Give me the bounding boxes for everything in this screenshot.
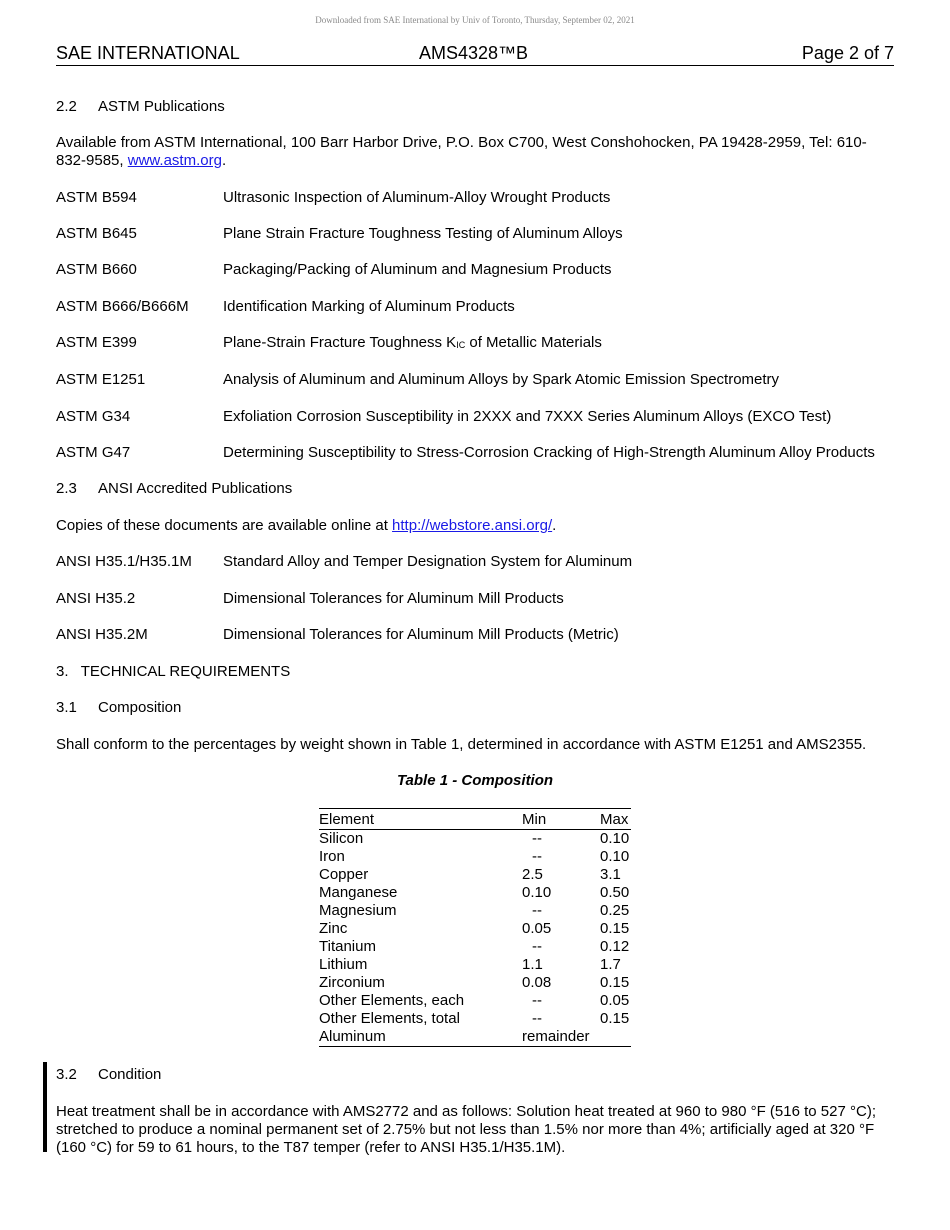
cell-element: Silicon xyxy=(319,830,364,847)
cell-element: Manganese xyxy=(319,884,398,901)
reference-code: ANSI H35.2 xyxy=(56,590,136,607)
reference-title xyxy=(223,334,602,351)
astm-availability-paragraph xyxy=(56,134,896,170)
reference-title: Standard Alloy and Temper Designation System for Aluminum xyxy=(223,553,633,570)
section-3-1-heading xyxy=(56,699,181,716)
section-number: 3.2 xyxy=(56,1066,77,1083)
reference-code: ASTM B666/B666M xyxy=(56,298,189,315)
table-row xyxy=(319,1028,631,1047)
cell-element: Copper xyxy=(319,866,369,883)
cell-min: -- xyxy=(532,902,542,919)
table-row xyxy=(319,848,631,866)
table-row xyxy=(319,866,631,884)
cell-min: 1.1 xyxy=(522,956,543,973)
cell-element: Titanium xyxy=(319,938,376,955)
table-1-title: Table 1 - Composition xyxy=(396,772,554,789)
cell-max: 0.10 xyxy=(600,848,630,865)
composition-paragraph: Shall conform to the percentages by weight shown in Table 1, determined in accordance with ASTM E1251 and AMS2355. xyxy=(56,736,867,753)
composition-table xyxy=(319,808,631,1047)
header-page-number: Page 2 of 7 xyxy=(801,43,894,63)
section-2-3-heading xyxy=(56,480,292,497)
reference-code: ASTM E399 xyxy=(56,334,137,351)
reference-code: ASTM G47 xyxy=(56,444,131,461)
section-2-2-heading xyxy=(56,98,225,115)
reference-title: Packaging/Packing of Aluminum and Magnesium Products xyxy=(223,261,612,278)
ansi-intro-text: Copies of these documents are available online at xyxy=(56,517,393,534)
reference-title: Determining Susceptibility to Stress-Corrosion Cracking of High-Strength Aluminum Alloy Products xyxy=(223,444,875,461)
cell-max: 0.15 xyxy=(600,1010,630,1027)
cell-max: 0.10 xyxy=(600,830,630,847)
cell-max: 0.05 xyxy=(600,992,630,1009)
cell-element: Iron xyxy=(319,848,345,865)
astm-website-link[interactable]: www.astm.org xyxy=(127,152,222,169)
table-row xyxy=(319,884,631,902)
reference-title: Exfoliation Corrosion Susceptibility in 2XXX and 7XXX Series Aluminum Alloys (EXCO Test) xyxy=(223,408,832,425)
cell-max: 0.15 xyxy=(600,974,630,991)
section-number: 3.1 xyxy=(56,699,77,716)
table-row xyxy=(319,992,631,1010)
reference-code: ANSI H35.1/H35.1M xyxy=(56,553,192,570)
table-row xyxy=(319,974,631,992)
reference-title: Analysis of Aluminum and Aluminum Alloys by Spark Atomic Emission Spectrometry xyxy=(223,371,780,388)
header-doc-number: AMS4328™B xyxy=(419,43,529,63)
ansi-webstore-link[interactable]: http://webstore.ansi.org/ xyxy=(392,517,553,534)
section-title: Composition xyxy=(98,699,182,716)
cell-element: Zinc xyxy=(319,920,348,937)
cell-max xyxy=(600,1028,631,1047)
table-row xyxy=(319,1010,631,1028)
section-number: 2.2 xyxy=(56,98,77,115)
cell-element: Other Elements, total xyxy=(319,1010,460,1027)
header-max: Max xyxy=(600,809,631,830)
table-row xyxy=(319,938,631,956)
astm-intro-end: . xyxy=(221,152,227,169)
reference-title: Dimensional Tolerances for Aluminum Mill Products (Metric) xyxy=(223,626,619,643)
cell-max: 3.1 xyxy=(600,866,621,883)
condition-paragraph: Heat treatment shall be in accordance with AMS2772 and as follows: Solution heat treated at 960 to 980 °F (516 to 527 °C); stretched to produce a nominal permanent set of 2.75% but not less than 1.5% nor more than 4%; artificially aged at 320 °F (160 °C) for 59 to 61 hours, to the T87 temper (refer to ANSI H35.1/H35.1M). xyxy=(56,1103,876,1156)
cell-element: Aluminum xyxy=(319,1028,522,1047)
section-title: ASTM Publications xyxy=(98,98,225,115)
section-3-2-heading xyxy=(56,1066,161,1083)
header-publisher: SAE INTERNATIONAL xyxy=(56,43,240,63)
cell-max: 1.7 xyxy=(600,956,621,973)
ansi-intro-end: . xyxy=(552,517,557,534)
cell-min: 0.08 xyxy=(522,974,552,991)
cell-min: remainder xyxy=(522,1028,600,1047)
table-row xyxy=(319,920,631,938)
cell-max: 0.50 xyxy=(600,884,630,901)
cell-min: -- xyxy=(532,848,542,865)
page-header xyxy=(56,43,894,66)
section-number: 2.3 xyxy=(56,480,77,497)
cell-min: -- xyxy=(532,992,542,1009)
revision-change-bar xyxy=(43,1062,47,1152)
reference-code: ASTM E1251 xyxy=(56,371,146,388)
cell-element: Lithium xyxy=(319,956,368,973)
reference-title-main: Plane-Strain Fracture Toughness K xyxy=(223,334,457,351)
astm-intro-text: Available from ASTM International, 100 Barr Harbor Drive, P.O. Box C700, West Conshohocken, PA 19428-2959, Tel: 610-832-9585, xyxy=(56,134,867,169)
header-element: Element xyxy=(319,809,522,830)
cell-min: -- xyxy=(532,830,542,847)
cell-max: 0.12 xyxy=(600,938,630,955)
cell-max: 0.25 xyxy=(600,902,630,919)
table-row xyxy=(319,830,631,849)
table-header-row xyxy=(319,809,631,830)
reference-title: Dimensional Tolerances for Aluminum Mill Products xyxy=(223,590,564,607)
reference-code: ASTM B660 xyxy=(56,261,137,278)
cell-element: Magnesium xyxy=(319,902,397,919)
cell-min: 0.10 xyxy=(522,884,552,901)
reference-title: Ultrasonic Inspection of Aluminum-Alloy Wrought Products xyxy=(223,189,611,206)
section-3-heading: 3. TECHNICAL REQUIREMENTS xyxy=(56,663,291,680)
cell-element: Other Elements, each xyxy=(319,992,465,1009)
reference-code: ASTM B594 xyxy=(56,189,137,206)
ansi-availability-paragraph xyxy=(56,517,896,535)
reference-code: ASTM G34 xyxy=(56,408,131,425)
table-row xyxy=(319,902,631,920)
cell-min: -- xyxy=(532,1010,542,1027)
cell-element: Zirconium xyxy=(319,974,385,991)
reference-title: Identification Marking of Aluminum Products xyxy=(223,298,515,315)
download-watermark: Downloaded from SAE International by Univ of Toronto, Thursday, September 02, 2021 xyxy=(315,15,635,25)
table-row xyxy=(319,956,631,974)
reference-title: Plane Strain Fracture Toughness Testing of Aluminum Alloys xyxy=(223,225,623,242)
cell-min: 0.05 xyxy=(522,920,552,937)
section-title: ANSI Accredited Publications xyxy=(98,480,293,497)
cell-min: -- xyxy=(532,938,542,955)
kic-subscript: IC xyxy=(456,340,466,350)
section-title: Condition xyxy=(98,1066,162,1083)
cell-min: 2.5 xyxy=(522,866,543,883)
reference-code: ANSI H35.2M xyxy=(56,626,148,643)
header-min: Min xyxy=(522,809,600,830)
reference-code: ASTM B645 xyxy=(56,225,137,242)
cell-max: 0.15 xyxy=(600,920,630,937)
reference-title-rest: of Metallic Materials xyxy=(465,334,602,351)
